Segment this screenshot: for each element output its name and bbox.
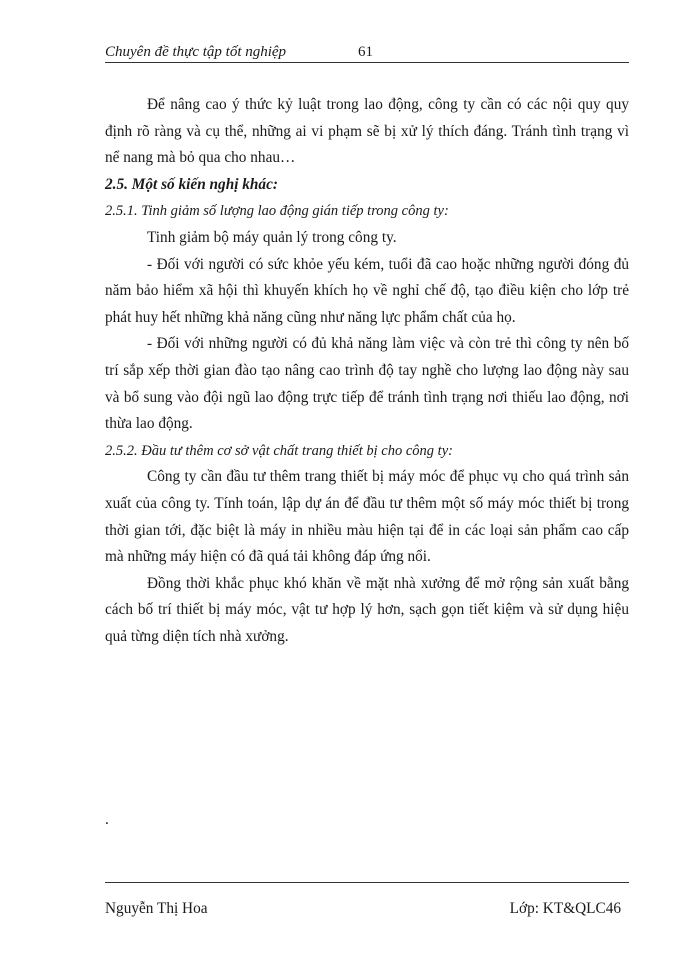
stray-dot: . [105,811,109,828]
paragraph: Tinh giảm bộ máy quản lý trong công ty. [147,228,397,246]
page-header [105,42,629,63]
paragraph: Đồng thời khắc phục khó khăn về mặt nhà xưởng để mở rộng sản xuất bằng cách bố trí thiết bị máy móc, vật tư hợp lý hơn, sạch gọn tiết kiệm và sử dụng hiệu quả từng diện tích nhà xưởng. [105,574,629,645]
section-heading: 2.5. Một số kiến nghị khác: [105,175,278,193]
document-body [105,92,629,828]
paragraph: - Đối với những người có đủ khả năng làm việc và còn trẻ thì công ty nên bố trí sắp xếp thời gian đào tạo nâng cao trình độ tay nghề cho lượng lao động này sau và bổ sung vào đội ngũ lao động trực tiếp để tránh tình trạng nơi thiếu lao động, nơi thừa lao động. [105,335,629,433]
subsection-heading: 2.5.2. Đầu tư thêm cơ sở vật chất trang thiết bị cho công ty: [105,442,453,459]
footer-class: Lớp: KT&QLC46 [509,900,621,917]
paragraph: - Đối với người có sức khỏe yếu kém, tuổi đã cao hoặc những người đóng đủ năm bảo hiểm xã hội thì khuyến khích họ về nghỉ chế độ, tạo điều kiện cho lớp trẻ phát huy hết những khả năng cũng như năng lực phẩm chất của họ. [105,255,629,326]
paragraph: Công ty cần đầu tư thêm trang thiết bị máy móc để phục vụ cho quá trình sản xuất của công ty. Tính toán, lập dự án để đầu tư thêm một số máy móc thiết bị trong thời gian tới, đặc biệt là máy in nhiều màu hiện tại để in các loại sản phẩm cao cấp mà những máy hiện có đã quá tải không đáp ứng nổi. [105,468,629,566]
subsection-heading: 2.5.1. Tinh giảm số lượng lao động gián tiếp trong công ty: [105,203,449,220]
footer-author: Nguyễn Thị Hoa [105,900,208,917]
paragraph: Để nâng cao ý thức kỷ luật trong lao động, công ty cần có các nội quy quy định rõ ràng và cụ thể, những ai vi phạm sẽ bị xử lý thích đáng. Tránh tình trạng vì nể nang mà bỏ qua cho nhau… [105,96,629,167]
header-title: Chuyên đề thực tập tốt nghiệp [105,44,287,60]
page-number: 61 [358,44,373,60]
page-footer [105,882,629,921]
